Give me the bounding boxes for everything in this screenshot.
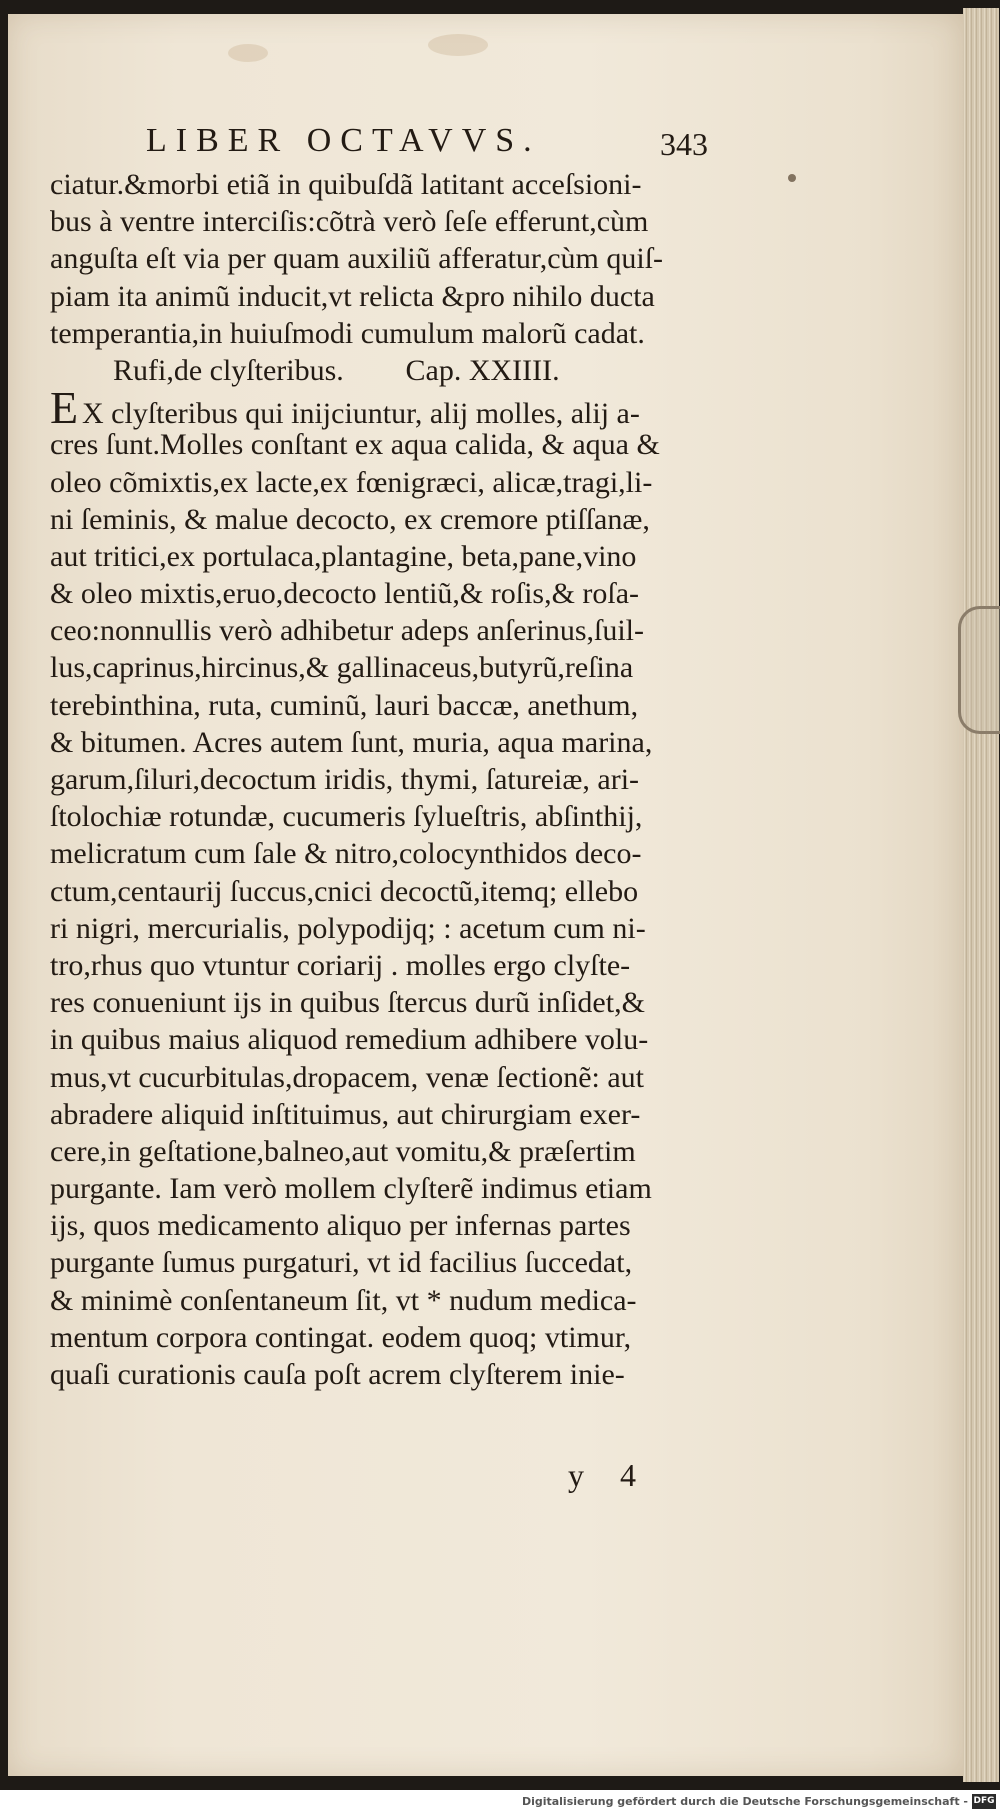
signature-mark: y 4 <box>568 1457 650 1493</box>
paper-stain <box>228 44 268 62</box>
text-line: temperantia,in huiuſmodi cumulum malorũ cadat. <box>50 316 645 350</box>
chapter-title: Rufi,de clyſteribus. <box>113 353 344 387</box>
text-line: ijs, quos medicamento aliquo per infernas partes <box>50 1209 631 1243</box>
paper-stain <box>788 174 796 182</box>
text-line: res conueniunt ijs in quibus ſtercus durũ inſidet,& <box>50 986 645 1020</box>
text-line: purgante ſumus purgaturi, vt id facilius ſuccedat, <box>50 1246 633 1280</box>
footer-credit: Digitalisierung gefördert durch die Deutsche Forschungsgemeinschaft - <box>521 1795 968 1808</box>
text-line: tro,rhus quo vtuntur coriarij . molles ergo clyſte- <box>50 948 631 982</box>
text-line: garum,ſiluri,decoctum iridis, thymi, ſatureiæ, ari- <box>50 763 640 796</box>
text-line: ni ſeminis, & malue decocto, ex cremore ptiſſanæ, <box>50 502 650 536</box>
text-line: anguſta eſt via per quam auxiliũ afferatur,cùm quiſ- <box>50 242 664 276</box>
text-line: ctum,centaurij ſuccus,cnici decoctũ,itemq; ellebo <box>50 874 639 908</box>
chapter-heading <box>50 352 750 389</box>
text-line: melicratum cum ſale & nitro,colocynthidos deco- <box>50 837 642 871</box>
text-line: bus à ventre interciſis:cõtrà verò ſeſe efferunt,cùm <box>50 205 649 239</box>
text-line: aut tritici,ex portulaca,plantagine, beta,pane,vino <box>50 539 637 573</box>
text-line: lus,caprinus,hircinus,& gallinaceus,butyrũ,reſina <box>50 651 634 685</box>
paper-stain <box>428 34 488 56</box>
text-line: & oleo mixtis,eruo,decocto lentiũ,& roſis,& roſa- <box>50 577 640 611</box>
text-line: ri nigri, mercurialis, polypodijq; : acetum cum ni- <box>50 911 646 945</box>
text-line: cere,in geſtatione,balneo,aut vomitu,& præſertim <box>50 1134 636 1168</box>
text-line: purgante. Iam verò mollem clyſterẽ indimus etiam <box>50 1172 652 1206</box>
text-line: terebinthina, ruta, cuminũ, lauri baccæ, anethum, <box>50 688 639 722</box>
text-line-with-initial <box>50 382 750 434</box>
footer-bar <box>0 1790 1000 1816</box>
dfg-logo-icon: DFG <box>972 1794 996 1809</box>
text-line: quaſi curationis cauſa poſt acrem clyſterem inie- <box>50 1358 625 1391</box>
text-line: ceo:nonnullis verò adhibetur adeps anſerinus,ſuil- <box>50 614 645 648</box>
page-number: 343 <box>660 126 708 162</box>
text-line: & bitumen. Acres autem ſunt, muria, aqua marina, <box>50 725 653 759</box>
text-line: mentum corpora contingat. eodem quoq; vtimur, <box>50 1320 632 1354</box>
text-line: mus,vt cucurbitulas,dropacem, venæ ſectionẽ: aut <box>50 1060 644 1094</box>
text-line: cres ſunt.Molles conſtant ex aqua calida, & aqua & <box>50 428 660 462</box>
text-line: abradere aliquid inſtituimus, aut chirurgiam exer- <box>50 1097 641 1131</box>
chapter-number: Cap. XXIIII. <box>405 353 560 387</box>
running-head <box>146 122 936 166</box>
text-line: & minimè conſentaneum ſit, vt * nudum medica- <box>50 1283 637 1317</box>
text-line: ſtolochiæ rotundæ, cucumeris ſylueſtris, abſinthij, <box>50 800 643 834</box>
book-clasp <box>958 606 1000 734</box>
body-text <box>50 166 750 1393</box>
text-line: piam ita animũ inducit,vt relicta &pro nihilo ducta <box>50 279 655 313</box>
drop-initial: E <box>50 382 79 434</box>
running-title: LIBER OCTAVVS. <box>146 122 541 159</box>
text-line: X clyſteribus qui inijciuntur, alij molles, alij a- <box>82 397 640 431</box>
book-page <box>8 14 963 1776</box>
text-line: in quibus maius aliquod remedium adhibere volu- <box>50 1023 649 1057</box>
text-line: ciatur.&morbi etiã in quibuſdã latitant acceſsioni- <box>50 168 642 201</box>
page-edges <box>963 8 999 1782</box>
text-line: oleo cõmixtis,ex lacte,ex fœnigræci, alicæ,tragi,li- <box>50 465 653 499</box>
